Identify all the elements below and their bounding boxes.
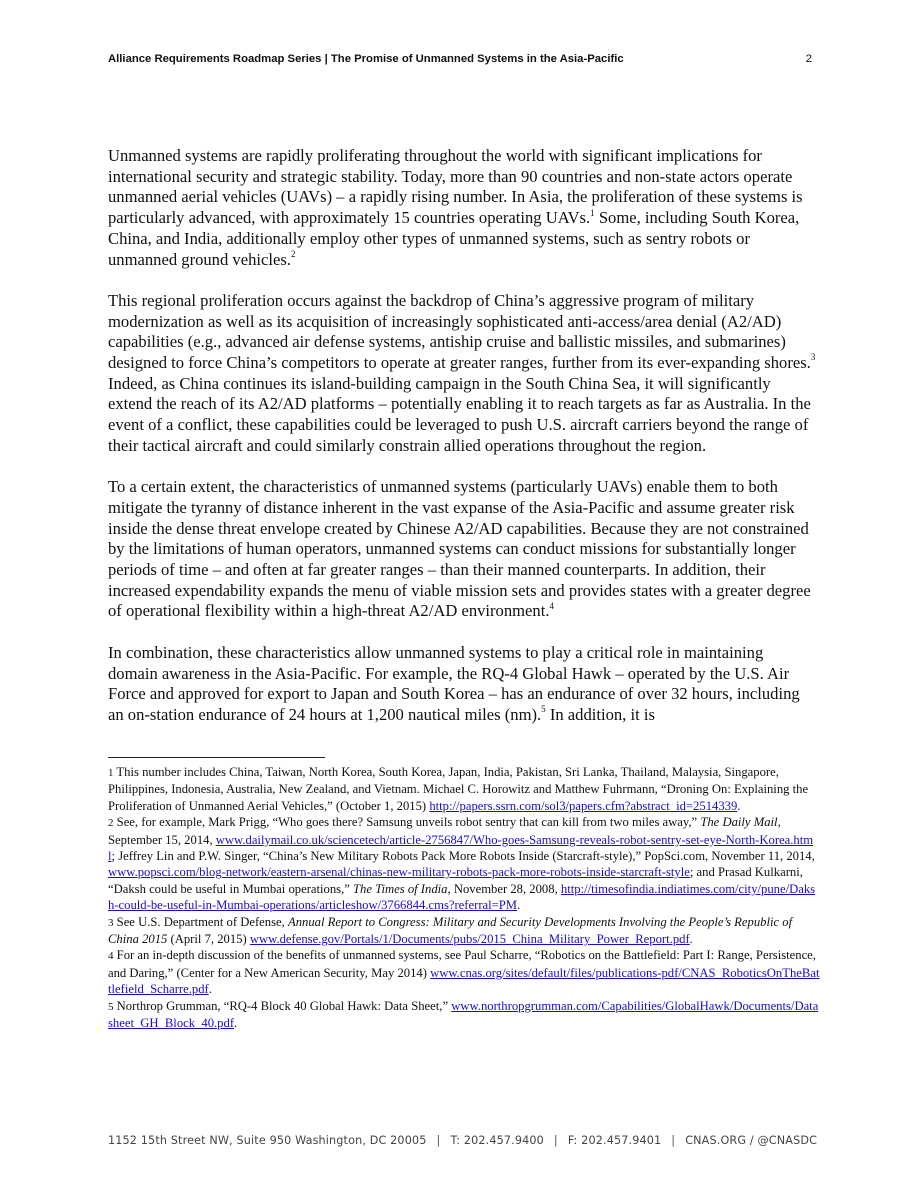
footnote-ref-3[interactable]: 3	[810, 352, 816, 363]
footer-phone: T: 202.457.9400	[450, 1134, 544, 1147]
footnote-ref-5[interactable]: 5	[541, 704, 546, 715]
footer-separator: |	[671, 1134, 676, 1147]
paragraph-3: To a certain extent, the characteristics of unmanned systems (particularly UAVs) enable them to both mitigate the tyranny of distance inherent in the vast expanse of the Asia-Pacific and assume greater risk inside the dense threat envelope created by Chinese A2/AD capabilities. Because they are not constrained by the limitations of human operators, unmanned systems can conduct missions for substantially longer periods of time – and often at far greater ranges – than their manned counterparts. In addition, their increased expendability expands the menu of viable mission sets and provides states with a greater degree of operational flexibility within a high-threat A2/AD environment.$^4$	[108, 477, 811, 621]
footnote-2: 2 See, for example, Mark Prigg, “Who goes there? Samsung unveils robot sentry that can kill from two miles away,” The Daily Mail, September 15, 2014, www.dailymail.co.uk/sciencetech/article-2756847/Who-goes-Samsung-reveals-robot-sentry-set-eye-North-Korea.html; Jeffrey Lin and P.W. Singer, “China’s New Military Robots Pack More Robots Inside (Starcraft-style),” PopSci.com, November 11, 2014, www.popsci.com/blog-network/eastern-arsenal/chinas-new-military-robots-pack-more-robots-inside-starcraft-style; and Prasad Kulkarni, “Daksh could be useful in Mumbai operations,” The Times of India, November 28, 2008, http://timesofindia.indiatimes.com/city/pune/Daksh-could-be-useful-in-Mumbai-operations/articleshow/3766844.cms?referral=PM.	[108, 815, 816, 913]
paragraph-4: In combination, these characteristics allow unmanned systems to play a critical role in maintaining domain awareness in the Asia-Pacific. For example, the RQ-4 Global Hawk – operated by the U.S. Air Force and approved for export to Japan and South Korea – has an endurance of over 32 hours, including an on-station endurance of 24 hours at 1,200 nautical miles (nm).$^5$ In addition, it is	[108, 642, 800, 724]
footnote-3-link[interactable]: www.defense.gov/Portals/1/Documents/pubs/2015_China_Military_Power_Report.pdf	[249, 932, 690, 947]
paragraph-2: This regional proliferation occurs against the backdrop of China’s aggressive program of military modernization as well as its acquisition of increasingly sophisticated anti-access/area denial (A2/AD) capabilities (e.g., advanced air defense systems, antiship cruise and ballistic missiles, and submarines) designed to force China’s competitors to operate at greater ranges, further from its ever-expanding shores.$^3$ Indeed, as China continues its island-building campaign in the South China Sea, it will significantly extend the reach of its A2/AD platforms – potentially enabling it to reach targets as far as Australia. In the event of a conflict, these capabilities could be leveraged to push U.S. aircraft carriers beyond the range of their tactical aircraft and could similarly constrain allied operations throughout the region.	[108, 290, 816, 455]
footnote-1-link[interactable]: http://papers.ssrn.com/sol3/papers.cfm?abstract_id=2514339	[429, 798, 738, 813]
footer-separator: |	[553, 1134, 558, 1147]
footnote-2-link-dailymail[interactable]: www.dailymail.co.uk/sciencetech/article-2756847/Who-goes-Samsung-reveals-robot-sentry-set-eye-North-Korea.html	[108, 832, 814, 864]
footer-separator: |	[436, 1134, 441, 1147]
page-footer	[108, 1134, 817, 1147]
footnote-4: 4 For an in-depth discussion of the benefits of unmanned systems, see Paul Scharre, “Robotics on the Battlefield: Part I: Range, Persistence, and Daring,” (Center for a New American Security, May 2014) www.cnas.org/sites/default/files/publications-pdf/CNAS_RoboticsOnTheBattlefield_Scharre.pdf.	[108, 948, 820, 997]
page-number: 2	[805, 53, 812, 65]
footnote-ref-1[interactable]: 1	[590, 207, 595, 218]
footnote-5: 5 Northrop Grumman, “RQ-4 Block 40 Global Hawk: Data Sheet,” www.northropgrumman.com/Capabilities/GlobalHawk/Documents/Datasheet_GH_Block_40.pdf.	[108, 998, 819, 1031]
footnote-ref-2[interactable]: 2	[290, 248, 296, 259]
page-header	[108, 53, 812, 65]
footer-fax: F: 202.457.9401	[567, 1134, 662, 1147]
footnotes	[108, 764, 820, 1032]
footer-address: 1152 15th Street NW, Suite 950 Washington, DC 20005	[108, 1134, 427, 1147]
footnote-2-link-popsci[interactable]: www.popsci.com/blog-network/eastern-arsenal/chinas-new-military-robots-pack-more-robots-inside-starcraft-style	[108, 865, 690, 880]
footnote-4-link[interactable]: www.cnas.org/sites/default/files/publications-pdf/CNAS_RoboticsOnTheBattlefield_Scharre.pdf	[108, 965, 820, 997]
main-body	[108, 146, 816, 726]
footnote-3: 3 See U.S. Department of Defense, Annual Report to Congress: Military and Security Developments Involving the People’s Republic of China 2015 (April 7, 2015) www.defense.gov/Portals/1/Documents/pubs/2015_China_Military_Power_Report.pdf.	[108, 914, 793, 947]
footnote-1: 1 This number includes China, Taiwan, North Korea, South Korea, Japan, India, Pakistan, Sri Lanka, Thailand, Malaysia, Singapore, Philippines, Indonesia, Australia, New Zealand, and Vietnam. Michael C. Horowitz and Matthew Fuhrmann, “Droning On: Explaining the Proliferation of Unmanned Aerial Vehicles,” (October 1, 2015) http://papers.ssrn.com/sol3/papers.cfm?abstract_id=2514339.	[108, 765, 809, 813]
header-title: Alliance Requirements Roadmap Series | The Promise of Unmanned Systems in the Asia-Pacific	[108, 53, 624, 65]
footer-website: CNAS.ORG / @CNASDC	[685, 1134, 818, 1147]
footnote-2-link-toi[interactable]: http://timesofindia.indiatimes.com/city/pune/Daksh-could-be-useful-in-Mumbai-operations/articleshow/3766844.cms?referral=PM	[108, 881, 816, 913]
footnote-ref-4[interactable]: 4	[549, 600, 554, 611]
paragraph-1: Unmanned systems are rapidly proliferating throughout the world with significant implications for international security and strategic stability. Today, more than 90 countries and non-state actors operate unmanned aerial vehicles (UAVs) – a rapidly rising number. In Asia, the proliferation of these systems is particularly advanced, with approximately 15 countries operating UAVs.$^1$ Some, including South Korea, China, and India, additionally employ other types of unmanned systems, such as sentry robots or unmanned ground vehicles.$^2$	[108, 146, 803, 269]
footnote-5-link[interactable]: www.northropgrumman.com/Capabilities/GlobalHawk/Documents/Datasheet_GH_Block_40.pdf	[108, 998, 819, 1031]
footnote-divider	[108, 757, 325, 758]
